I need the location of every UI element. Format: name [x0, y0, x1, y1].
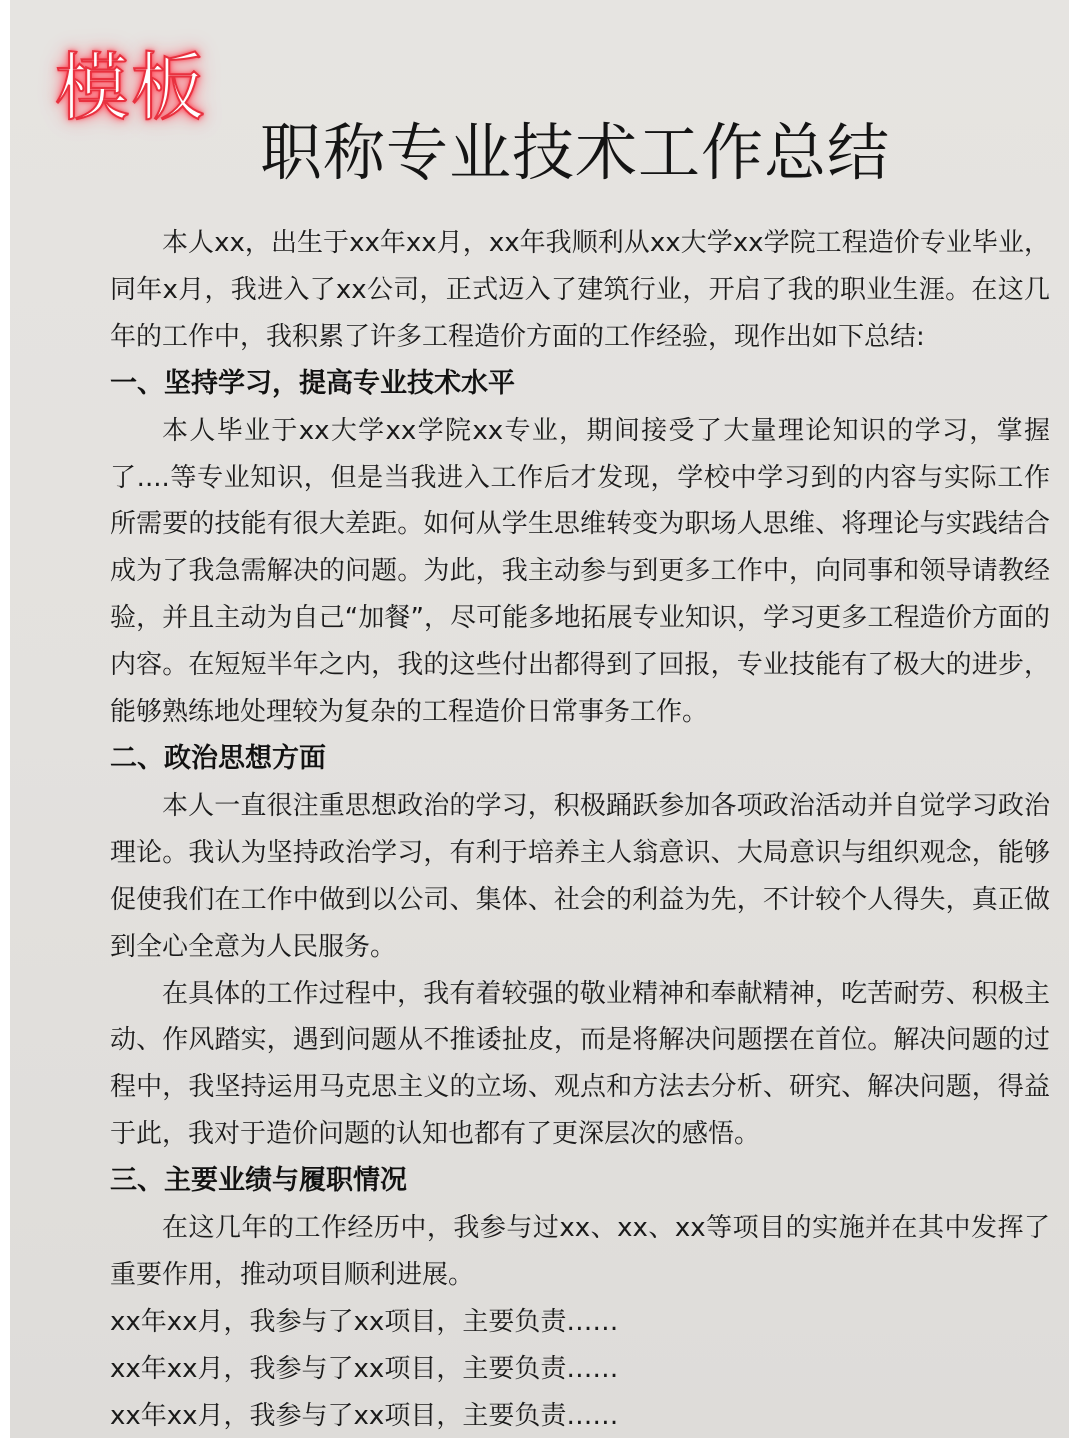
- section-2-paragraph-2: 在具体的工作过程中，我有着较强的敬业精神和奉献精神，吃苦耐劳、积极主动、作风踏实，遇到问题从不推诿扯皮，而是将解决问题摆在首位。解决问题的过程中，我坚持运用马克思主义的立场、观点和方法去分析、研究、解决问题，得益于此，我对于造价问题的认知也都有了更深层次的感悟。: [110, 978, 1050, 1150]
- document-page: [10, 0, 1069, 1438]
- project-item: xx年xx月，我参与了xx项目，主要负责……: [110, 1353, 619, 1384]
- section-1-paragraph: 本人毕业于xx大学xx学院xx专业，期间接受了大量理论知识的学习，掌握了....等专业知识，但是当我进入工作后才发现，学校中学习到的内容与实际工作所需要的技能有很大差距。如何从学生思维转变为职场人思维、将理论与实践结合成为了我急需解决的问题。为此，我主动参与到更多工作中，向同事和领导请教经验，并且主动为自己“加餐”，尽可能多地拓展专业知识，学习更多工程造价方面的内容。在短短半年之内，我的这些付出都得到了回报，专业技能有了极大的进步，能够熟练地处理较为复杂的工程造价日常事务工作。: [110, 415, 1050, 728]
- section-2-paragraph-1: 本人一直很注重思想政治的学习，积极踊跃参加各项政治活动并自觉学习政治理论。我认为坚持政治学习，有利于培养主人翁意识、大局意识与组织观念，能够促使我们在工作中做到以公司、集体、社会的利益为先，不计较个人得失，真正做到全心全意为人民服务。: [110, 790, 1050, 962]
- document-title: 职称专业技术工作总结: [259, 116, 890, 189]
- project-item: xx年xx月，我参与了xx项目，主要负责……: [110, 1306, 619, 1337]
- section-3-paragraph: 在这几年的工作经历中，我参与过xx、xx、xx等项目的实施并在其中发挥了重要作用，推动项目顺利进展。: [110, 1213, 1050, 1290]
- section-1-heading: 一、坚持学习，提高专业技术水平: [110, 367, 515, 399]
- template-stamp: 模板: [55, 45, 207, 131]
- intro-paragraph: 本人xx，出生于xx年xx月，xx年我顺利从xx大学xx学院工程造价专业毕业，同年x月，我进入了xx公司，正式迈入了建筑行业，开启了我的职业生涯。在这几年的工作中，我积累了许多工程造价方面的工作经验，现作出如下总结:: [110, 228, 1050, 352]
- document-body: [110, 220, 1050, 1438]
- section-2-heading: 二、政治思想方面: [110, 742, 326, 774]
- project-item: xx年xx月，我参与了xx项目，主要负责……: [110, 1400, 619, 1431]
- section-3-heading: 三、主要业绩与履职情况: [110, 1165, 407, 1197]
